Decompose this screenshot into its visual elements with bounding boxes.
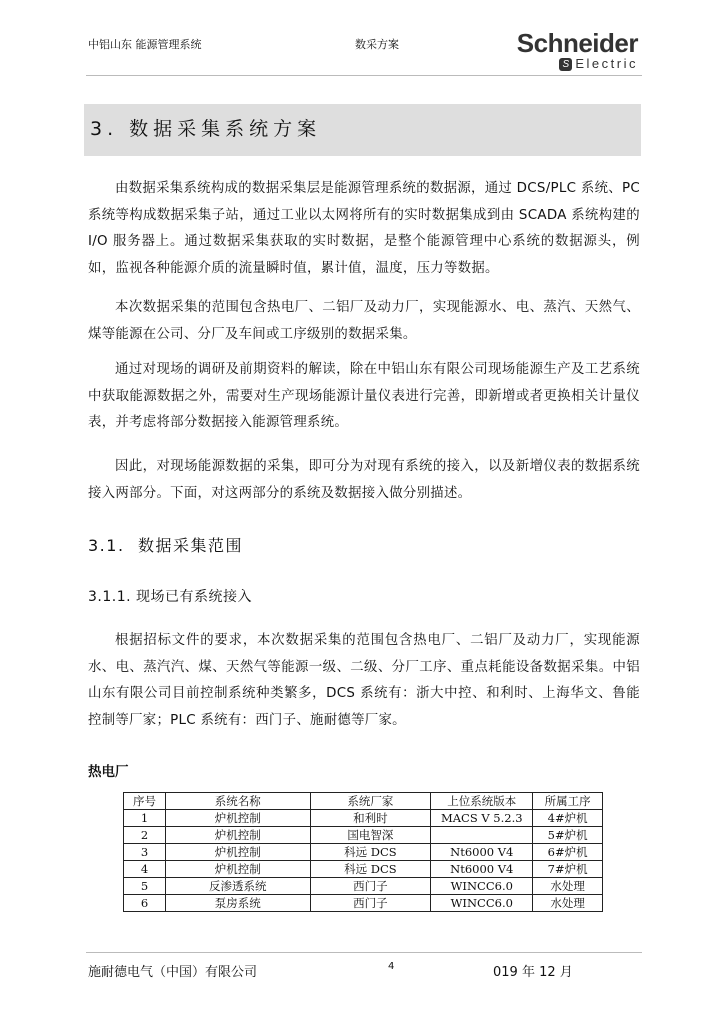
cell-version: WINCC6.0: [431, 878, 533, 895]
section-heading-3-1: [88, 533, 243, 556]
cell-version: [431, 827, 533, 844]
section-title: 数据采集范围: [138, 536, 244, 555]
section-number: 3.1.: [88, 536, 125, 555]
cell-process: 水处理: [533, 878, 603, 895]
col-header-index: 序号: [124, 793, 166, 810]
paragraph-survey: 通过对现场的调研及前期资料的解读，除在中铝山东有限公司现场能源生产及工艺系统中获取能源数据之外，需要对生产现场能源计量仪表进行完善，即新增或者更换相关计量仪表，并考虑将部分数据接入能源管理系统。: [88, 362, 640, 430]
subheading-power-plant: 热电厂: [88, 764, 129, 780]
cell-vendor: 和利时: [310, 810, 431, 827]
chapter-title: 3. 数据采集系统方案: [90, 118, 322, 140]
cell-index: 4: [124, 861, 166, 878]
section-heading-3-1-1: 3.1.1. 现场已有系统接入: [88, 589, 253, 605]
table-row: [124, 844, 603, 861]
cell-version: Nt6000 V4: [431, 844, 533, 861]
cell-vendor: 西门子: [310, 878, 431, 895]
footer-divider: [86, 952, 642, 953]
cell-system-name: 反渗透系统: [166, 878, 310, 895]
cell-vendor: 国电智深: [310, 827, 431, 844]
cell-index: 6: [124, 895, 166, 912]
footer-page-number: 4: [388, 961, 395, 972]
cell-version: WINCC6.0: [431, 895, 533, 912]
col-header-process: 所属工序: [533, 793, 603, 810]
col-header-system-name: 系统名称: [166, 793, 310, 810]
cell-index: 1: [124, 810, 166, 827]
cell-index: 3: [124, 844, 166, 861]
cell-system-name: 炉机控制: [166, 844, 310, 861]
cell-vendor: 科远 DCS: [310, 861, 431, 878]
cell-process: 5#炉机: [533, 827, 603, 844]
cell-system-name: 炉机控制: [166, 827, 310, 844]
cell-process: 水处理: [533, 895, 603, 912]
col-header-vendor: 系统厂家: [310, 793, 431, 810]
chapter-banner: [84, 104, 641, 156]
cell-index: 5: [124, 878, 166, 895]
cell-vendor: 科远 DCS: [310, 844, 431, 861]
cell-system-name: 泵房系统: [166, 895, 310, 912]
logo-top-text: Schneider: [516, 28, 638, 58]
cell-version: MACS V 5.2.3: [431, 810, 533, 827]
cell-vendor: 西门子: [310, 895, 431, 912]
paragraph-requirements: 根据招标文件的要求，本次数据采集的范围包含热电厂、二铝厂及动力厂，实现能源水、电、蒸汽汽、煤、天然气等能源一级、二级、分厂工序、重点耗能设备数据采集。中铝山东有限公司目前控制系统种类繁多，DCS 系统有：浙大中控、和利时、上海华文、鲁能控制等厂家；PLC 系统有：西门子、施耐德等厂家。: [88, 633, 640, 728]
table-row: [124, 810, 603, 827]
cell-system-name: 炉机控制: [166, 861, 310, 878]
table-row: [124, 827, 603, 844]
paragraph-scope: 本次数据采集的范围包含热电厂、二铝厂及动力厂，实现能源水、电、蒸汽、天然气、煤等能源在公司、分厂及车间或工序级别的数据采集。: [88, 300, 640, 342]
paragraph-summary: 因此，对现场能源数据的采集，即可分为对现有系统的接入，以及新增仪表的数据系统接入两部分。下面，对这两部分的系统及数据接入做分别描述。: [88, 459, 640, 501]
header-divider: [86, 75, 642, 76]
footer-company: 施耐德电气（中国）有限公司: [88, 965, 258, 980]
paragraph-intro: 由数据采集系统构成的数据采集层是能源管理系统的数据源，通过 DCS/PLC 系统、PC 系统等构成数据采集子站，通过工业以太网将所有的实时数据集成到由 SCADA 系统构建的 I/O 服务器上。通过数据采集获取的实时数据，是整个能源管理中心系统的数据源头，例如，监视各种能源介质的流量瞬时值，累计值，温度，压力等数据。: [88, 181, 640, 276]
header-section: 数采方案: [355, 38, 399, 51]
footer-date: 019 年 12 月: [493, 965, 573, 980]
cell-process: 7#炉机: [533, 861, 603, 878]
table-header-row: [124, 793, 603, 810]
col-header-version: 上位系统版本: [431, 793, 533, 810]
table-row: [124, 895, 603, 912]
table-row: [124, 878, 603, 895]
logo-bottom-text: Electric: [575, 56, 638, 71]
cell-system-name: 炉机控制: [166, 810, 310, 827]
cell-process: 4#炉机: [533, 810, 603, 827]
systems-table: [123, 792, 603, 912]
cell-index: 2: [124, 827, 166, 844]
schneider-mark-icon: S: [559, 58, 572, 71]
cell-version: Nt6000 V4: [431, 861, 533, 878]
header-project: 中铝山东 能源管理系统: [88, 38, 202, 51]
table-row: [124, 861, 603, 878]
cell-process: 6#炉机: [533, 844, 603, 861]
schneider-logo: [517, 30, 638, 71]
